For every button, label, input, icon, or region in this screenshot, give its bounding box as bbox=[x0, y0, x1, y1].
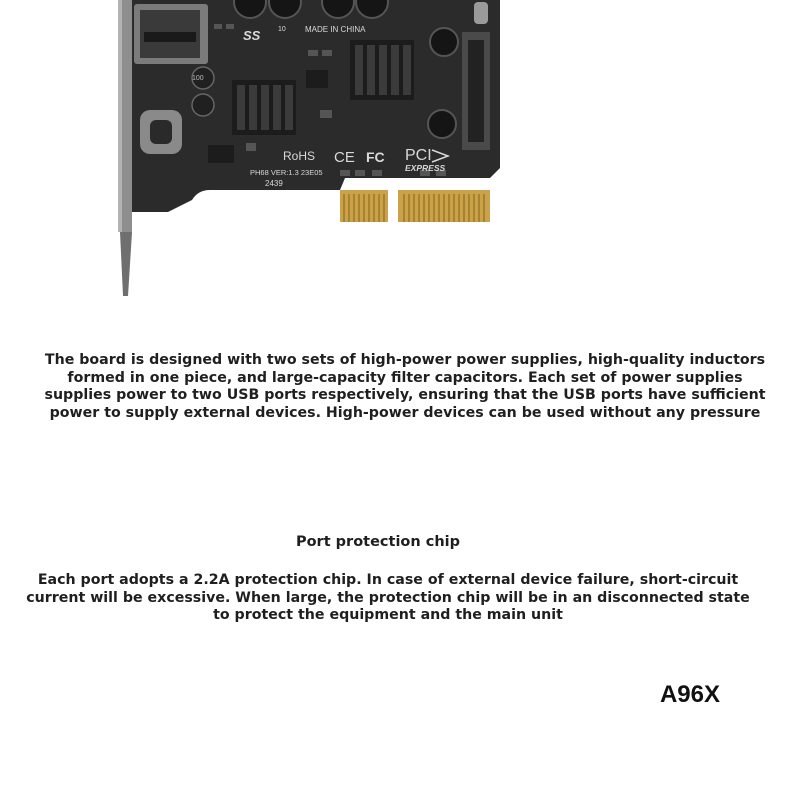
gold-finger-contact bbox=[363, 194, 365, 222]
small-usb-c-connector bbox=[474, 2, 488, 24]
gold-finger-contact bbox=[403, 194, 405, 222]
gold-finger-contact bbox=[383, 194, 385, 222]
gold-finger-contact bbox=[408, 194, 410, 222]
gold-finger-contact bbox=[463, 194, 465, 222]
model-label: A96X bbox=[659, 681, 721, 708]
power-supply-description: The board is designed with two sets of high-power power supplies, high-quality inductors formed in one piece, and large-capacity filter capacitors. Each set of power supplies supplies power to two USB ports respectively, ensuring that the USB ports have sufficient power to supply external devices. High-power devices can be used without any pressure bbox=[44, 352, 766, 421]
gold-finger-contact bbox=[343, 194, 345, 222]
heatsink-large bbox=[350, 40, 414, 100]
pcie-gold-fingers bbox=[340, 190, 490, 222]
pci-express-text: EXPRESS bbox=[405, 163, 446, 173]
heatsink-small bbox=[232, 80, 296, 135]
pci-brand-text: PCI bbox=[405, 147, 432, 164]
product-photo-pcie-card bbox=[0, 0, 520, 305]
chip-section-description: Each port adopts a 2.2A protection chip. In case of external device failure, short-circuit current will be excessive. When large, the protection chip will be in an disconnected state to protect the equipment and the main unit bbox=[26, 572, 750, 624]
batch-code-text: 2439 bbox=[265, 179, 283, 188]
usb-a-port bbox=[134, 4, 208, 64]
gold-finger-contact bbox=[438, 194, 440, 222]
gold-finger-contact bbox=[458, 194, 460, 222]
gold-finger-contact bbox=[423, 194, 425, 222]
gold-finger-contact bbox=[433, 194, 435, 222]
usb-logo-text: SS bbox=[243, 28, 261, 43]
rohs-text: RoHS bbox=[283, 149, 316, 163]
fc-mark-text: FC bbox=[366, 149, 385, 165]
gold-finger-contact bbox=[453, 194, 455, 222]
gold-finger-contact bbox=[428, 194, 430, 222]
gold-finger-contact bbox=[448, 194, 450, 222]
usb-speed-text: 10 bbox=[278, 26, 286, 33]
made-in-text: MADE IN CHINA bbox=[305, 25, 366, 34]
gold-finger-contact bbox=[473, 194, 475, 222]
model-version-text: PH68 VER:1.3 23E05 bbox=[250, 168, 323, 177]
gold-finger-contact bbox=[478, 194, 480, 222]
ce-mark-text: CE bbox=[334, 149, 355, 166]
gold-finger-contact bbox=[378, 194, 380, 222]
gold-finger-contact bbox=[468, 194, 470, 222]
gold-finger-contact bbox=[358, 194, 360, 222]
chip-section-title: Port protection chip bbox=[295, 534, 461, 550]
internal-header bbox=[462, 32, 490, 150]
gold-finger-contact bbox=[348, 194, 350, 222]
capacitor-code-text: 100 bbox=[192, 75, 204, 82]
gold-finger-contact bbox=[443, 194, 445, 222]
gold-finger-contact bbox=[413, 194, 415, 222]
usb-c-port bbox=[140, 110, 182, 154]
gold-finger-contact bbox=[353, 194, 355, 222]
gold-finger-contact bbox=[483, 194, 485, 222]
gold-finger-contact bbox=[368, 194, 370, 222]
gold-finger-contact bbox=[418, 194, 420, 222]
gold-finger-contact bbox=[373, 194, 375, 222]
